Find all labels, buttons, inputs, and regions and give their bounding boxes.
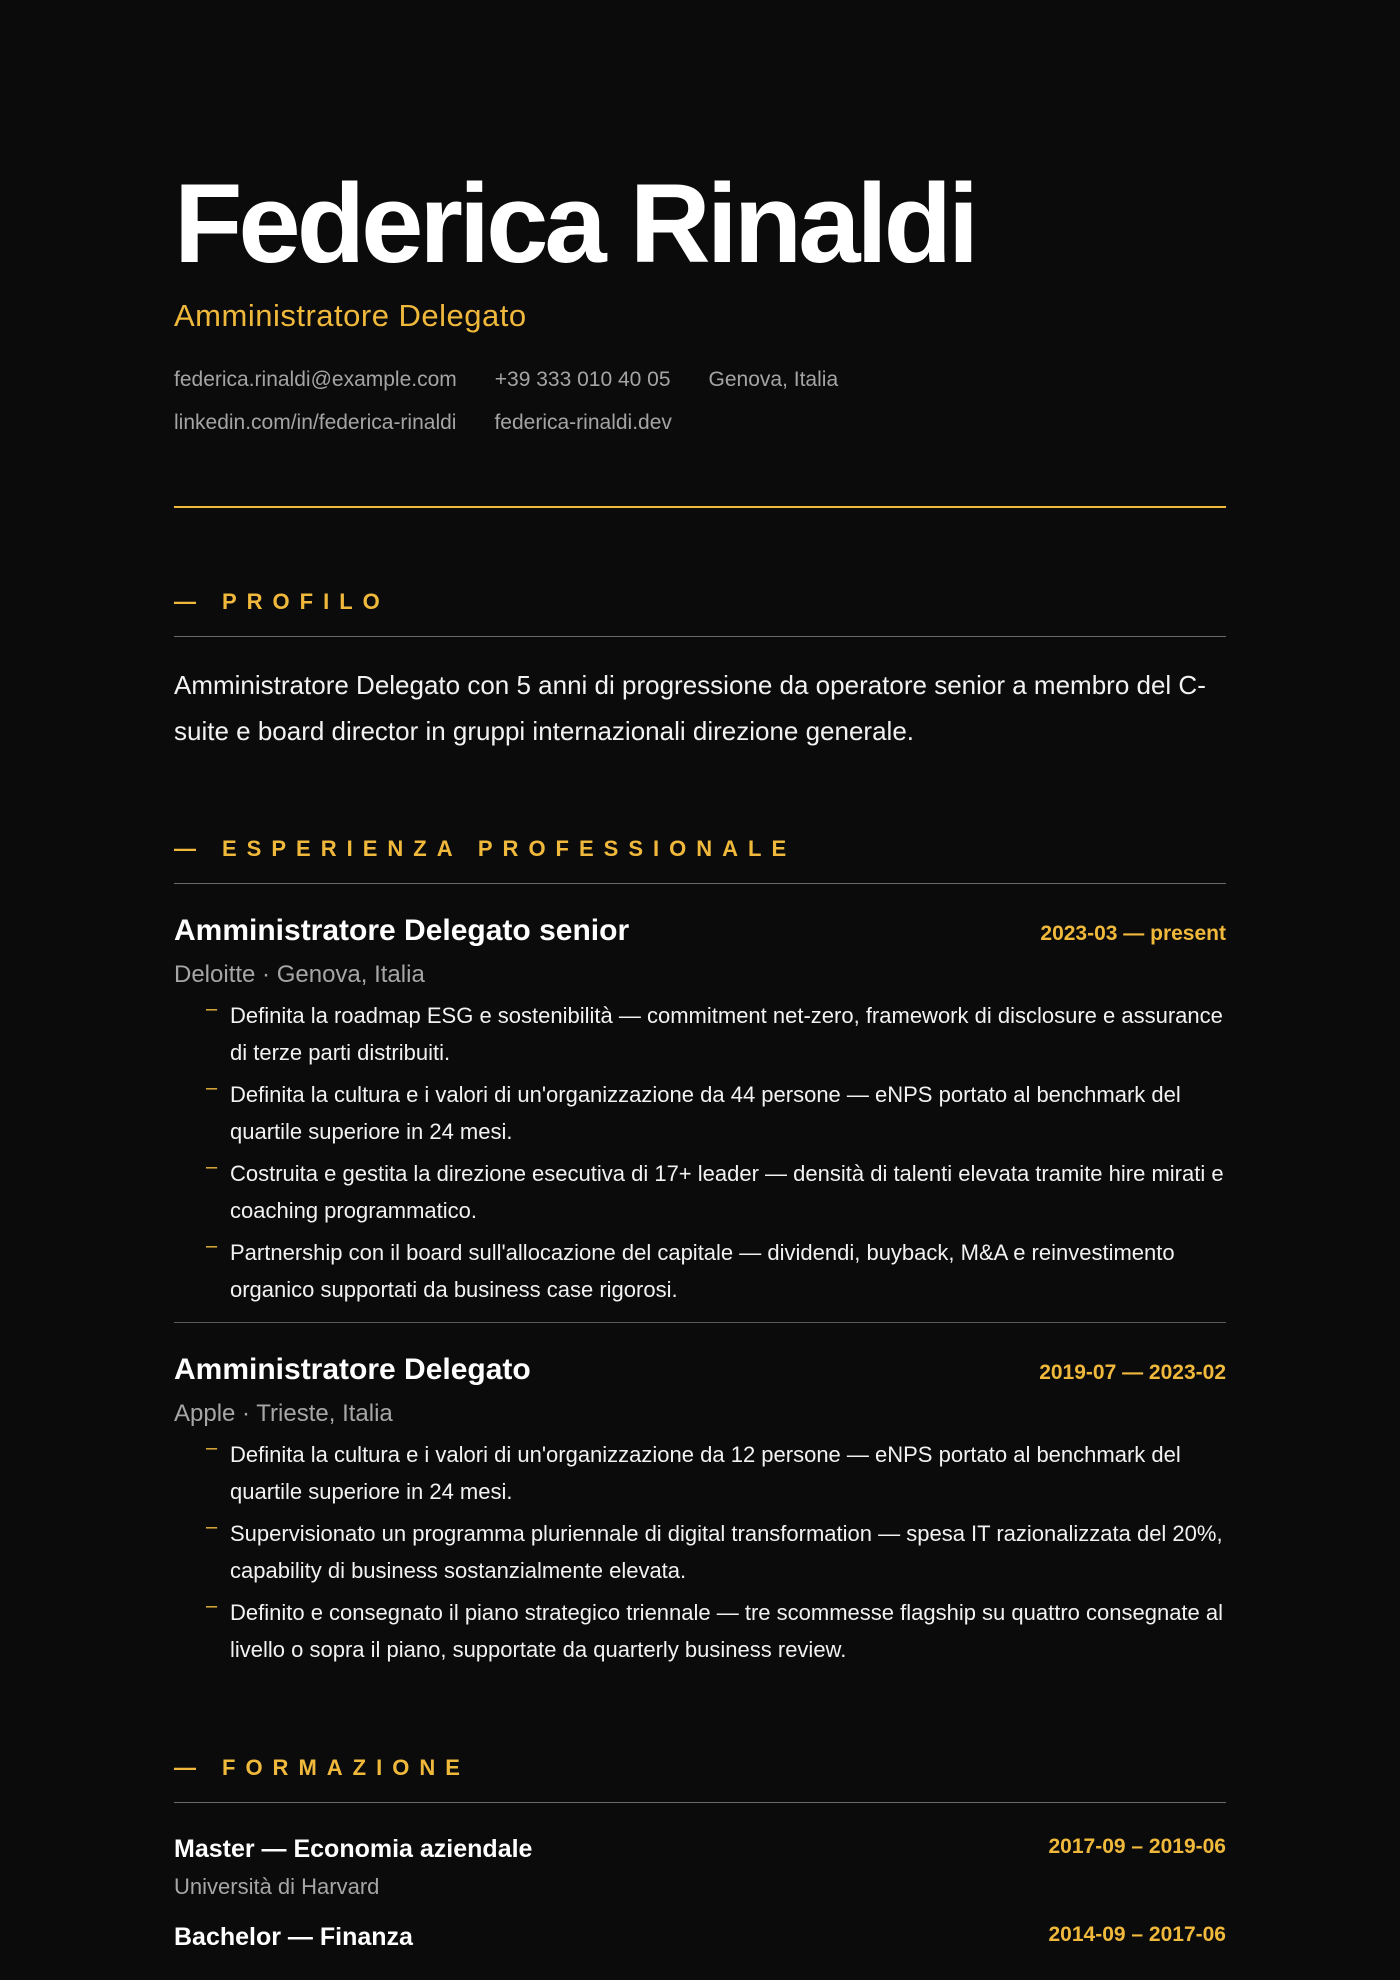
education-dates: 2014-09 – 2017-06 [1048,1923,1226,1946]
education-details [174,1921,413,1953]
candidate-name: Federica Rinaldi [174,161,976,286]
list-item [206,1234,1226,1308]
section-heading-experience [174,835,1226,863]
list-item [206,1594,1226,1668]
job-bullets [174,997,1226,1308]
section-divider [174,1802,1226,1803]
list-item [206,997,1226,1071]
bullet-dash-icon: – [206,1437,218,1459]
bullet-dash-icon: – [206,1516,218,1538]
section-title-text: FORMAZIONE [222,1755,470,1780]
degree-title: Master — Economia aziendale [174,1835,533,1863]
phone-number[interactable]: +39 333 010 40 05 [494,368,671,391]
email-link[interactable]: federica.rinaldi@example.com [174,368,457,391]
profile-summary: Amministratore Delegato con 5 anni di progressione da operatore senior a membro del C-suite e board director in gruppi internazionali direzione generale. [174,670,1206,746]
bullet-text: Definita la cultura e i valori di un'organizzazione da 44 persone — eNPS portato al benchmark del quartile superiore in 24 mesi. [230,1082,1181,1144]
resume-header [174,0,1226,508]
contact-info [174,358,934,444]
bullet-dash-icon: – [206,1235,218,1257]
profile-section [174,588,1226,754]
job-company: Apple · Trieste, Italia [174,1400,393,1427]
section-dash: — [174,1755,196,1780]
job-bullets [174,1436,1226,1668]
list-item [206,1155,1226,1229]
list-item [206,1515,1226,1589]
section-dash: — [174,836,196,861]
job-header [174,1351,1226,1389]
section-heading-profile [174,588,1226,616]
education-dates: 2017-09 – 2019-06 [1048,1835,1226,1858]
header-divider [174,506,1226,508]
contact-row-2 [174,401,934,444]
candidate-role: Amministratore Delegato [174,298,527,333]
job-entry [174,884,1226,1323]
bullet-text: Supervisionato un programma pluriennale di digital transformation — spesa IT razionalizzata del 20%, capability di business sostanzialmente elevata. [230,1521,1223,1583]
list-item [206,1076,1226,1150]
job-header [174,912,1226,950]
website-link[interactable]: federica-rinaldi.dev [494,411,672,434]
bullet-dash-icon: – [206,1595,218,1617]
job-company: Deloitte · Genova, Italia [174,961,425,988]
bullet-text: Costruita e gestita la direzione esecutiva di 17+ leader — densità di talenti elevata tramite hire mirati e coaching programmatico. [230,1161,1224,1223]
list-item [206,1436,1226,1510]
bullet-text: Definita la roadmap ESG e sostenibilità — commitment net-zero, framework di disclosure e assurance di terze parti distribuiti. [230,1003,1223,1065]
education-entry [174,1921,1226,1953]
bullet-text: Partnership con il board sull'allocazione del capitale — dividendi, buyback, M&A e reinvestimento organico supportati da business case rigorosi. [230,1240,1175,1302]
education-details [174,1833,532,1901]
bullet-dash-icon: – [206,1077,218,1099]
bullet-text: Definita la cultura e i valori di un'organizzazione da 12 persone — eNPS portato al benchmark del quartile superiore in 24 mesi. [230,1442,1181,1504]
section-heading-education [174,1754,1226,1782]
section-title-text: ESPERIENZA PROFESSIONALE [222,836,797,861]
job-entry [174,1323,1226,1668]
job-title: Amministratore Delegato senior [174,914,630,947]
bullet-text: Definito e consegnato il piano strategico triennale — tre scommesse flagship su quattro consegnate al livello o sopra il piano, supportate da quarterly business review. [230,1600,1224,1662]
linkedin-link[interactable]: linkedin.com/in/federica-rinaldi [174,411,457,434]
contact-row-1 [174,358,934,401]
experience-section [174,835,1226,1668]
section-title-text: PROFILO [222,589,390,614]
section-dash: — [174,589,196,614]
bullet-dash-icon: – [206,1156,218,1178]
job-dates: 2023-03 — present [1040,922,1226,945]
job-title: Amministratore Delegato [174,1353,531,1386]
section-divider [174,636,1226,637]
school-name: Università di Harvard [174,1874,380,1899]
location: Genova, Italia [708,368,839,391]
degree-title: Bachelor — Finanza [174,1923,413,1951]
bullet-dash-icon: – [206,998,218,1020]
education-entry [174,1833,1226,1901]
job-dates: 2019-07 — 2023-02 [1039,1361,1226,1384]
education-section [174,1754,1226,1953]
